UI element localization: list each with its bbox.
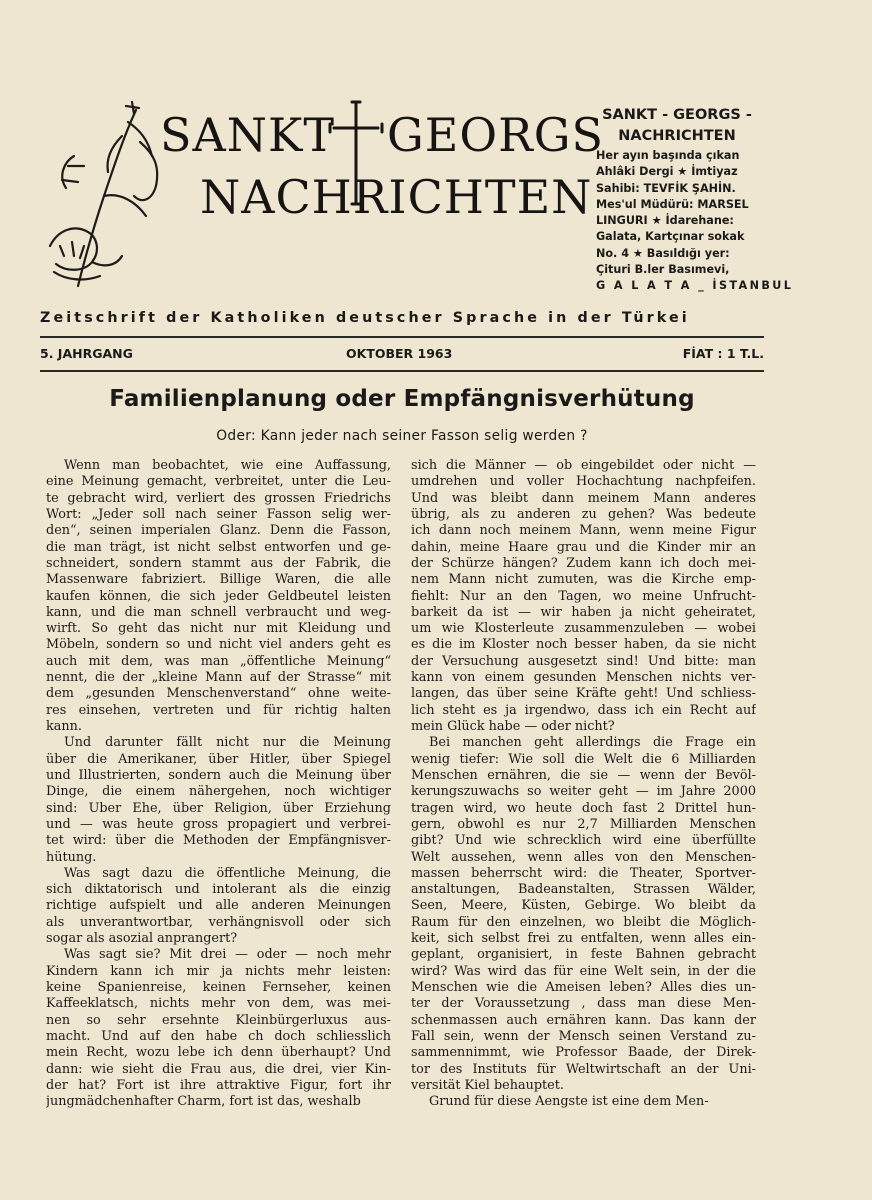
article-text-line: wirft. So geht das nicht nur mit Kleidung und: [46, 621, 391, 637]
article-text-line: um wie Klosterleute zusammenzuleben — wobei: [411, 621, 756, 637]
article-column-left: [46, 458, 391, 1111]
article-text-line: ter der Voraussetzung , dass man diese Men-: [411, 996, 756, 1012]
imprint-line: Her ayın başında çıkan: [596, 149, 740, 162]
article-text-line: wenig tiefer: Wie soll die Welt die 6 Milliarden: [411, 751, 756, 767]
article-text-line: kann, und die man schnell verbraucht und weg-: [46, 604, 391, 620]
article-text-line: Was sagt sie? Mit drei — oder — noch mehr: [64, 947, 391, 963]
article-text-line: sich diktatorisch und intolerant als die einzig: [46, 882, 391, 898]
imprint-line: G A L A T A _ İSTANBUL: [596, 279, 794, 293]
article-text-line: sogar als asozial anprangert?: [46, 931, 238, 947]
article-text-line: schneidert, sondern stammt aus der Fabrik, die: [46, 555, 391, 571]
article-text-line: der hat? Fort ist ihre attraktive Figur, fort ihr: [46, 1077, 391, 1093]
imprint-line: Ahlâki Dergi ★ İmtiyaz: [596, 165, 738, 179]
article-headline: Familienplanung oder Empfängnisverhütung: [109, 386, 695, 412]
article-text-line: Bei manchen geht allerdings die Frage ein: [429, 735, 756, 751]
article-text-line: wird? Was wird das für eine Welt sein, in der die: [411, 963, 756, 979]
article-text-line: Kindern kann ich mir ja nichts mehr leisten:: [46, 963, 391, 979]
article-text-line: auch mit dem, was man „öffentliche Meinung“: [46, 653, 391, 669]
article-text-line: jungmädchenhafter Charm, fort ist das, weshalb: [46, 1094, 361, 1110]
article-text-line: mein Glück habe — oder nicht?: [411, 719, 615, 734]
imprint-title-line2: NACHRICHTEN: [618, 128, 736, 144]
article-text-line: langen, das über seine Kräfte geht! Und schliess-: [411, 686, 756, 702]
article-text-line: Dinge, die einem nähergehen, noch wichtiger: [46, 784, 391, 800]
article-text-line: eine Meinung gemacht, verbreitet, unter die Leu-: [46, 474, 391, 490]
article-text-line: gibt? Und wie schrecklich wird eine überfüllte: [411, 833, 756, 849]
article-text-line: sich die Männer — ob eingebildet oder nicht —: [411, 458, 756, 473]
article-text-line: hütung.: [46, 849, 97, 865]
masthead-title-georgs: GEORGS: [387, 108, 604, 162]
article-text-line: Was sagt dazu die öffentliche Meinung, die: [64, 865, 391, 881]
saint-george-dragon-illustration: [44, 96, 174, 296]
divider-rule: [40, 336, 764, 338]
article-text-line: die man trägt, ist nicht selbst entworfen und ge-: [46, 539, 391, 555]
article-text-line: es die im Kloster noch besser haben, da sie nicht: [411, 637, 756, 653]
article-text-line: Massenware fabriziert. Billige Waren, die alle: [46, 572, 391, 588]
article-text-line: geplant, organisiert, in feste Bahnen gebracht: [411, 947, 756, 963]
imprint-title-line1: SANKT - GEORGS -: [602, 107, 752, 123]
article-text-line: Menschen ernähren, die sie — wenn der Bevöl-: [411, 767, 756, 783]
article-text-line: über die Amerikaner, über Hitler, über Spiegel: [46, 751, 391, 767]
imprint-box: [596, 106, 794, 295]
article-text-line: übrig, als zu anderen zu gehen? Was bedeute: [411, 506, 756, 522]
article-text-line: Seen, Meere, Küsten, Gebirge. Wo bleibt da: [411, 898, 756, 914]
article-text-line: lich steht es ja irgendwo, dass ich ein Recht auf: [411, 702, 756, 718]
article-text-line: res einsehen, vertreten und für richtig halten: [46, 702, 391, 718]
article-text-line: Wenn man beobachtet, wie eine Auffassung,: [64, 458, 391, 473]
divider-rule: [40, 370, 764, 372]
article-text-line: richtige aufspielt und alle anderen Meinungen: [46, 898, 391, 914]
article-text-line: keit, sich selbst frei zu entfalten, wenn alles ein-: [411, 931, 756, 947]
imprint-line: Mes'ul Müdürü: MARSEL: [596, 197, 749, 211]
article-text-line: ich dann noch meinem Mann, wenn meine Figur: [411, 523, 756, 539]
issue-price: FİAT : 1 T.L.: [682, 346, 764, 361]
article-text-line: tet wird: über die Methoden der Empfängnisver-: [46, 833, 391, 849]
article-text-line: den“, seinen imperialen Glanz. Denn die Fasson,: [46, 523, 391, 539]
article-text-line: Und was bleibt dann meinem Mann anderes: [411, 490, 756, 506]
article-text-line: dem „gesunden Menschenverstand“ ohne weite-: [46, 686, 391, 702]
article-text-line: nen so sehr ersehnte Kleinbürgerluxus aus-: [46, 1012, 391, 1028]
article-text-line: gern, obwohl es nur 2,7 Milliarden Menschen: [411, 816, 756, 832]
article-text-line: als unverantwortbar, verhängnisvoll oder sich: [46, 914, 391, 930]
issue-volume: 5. JAHRGANG: [40, 346, 133, 361]
article-text-line: der Schürze hängen? Zudem kann ich doch mei-: [411, 555, 756, 571]
article-text-line: keine Spanienreise, keinen Fernseher, keinen: [46, 980, 391, 995]
article-text-line: mein Recht, wozu lebe ich denn überhaupt? Und: [46, 1045, 391, 1061]
article-text-line: Und darunter fällt nicht nur die Meinung: [64, 735, 391, 751]
article-text-line: umdrehen und voller Hochachtung nachpfeifen.: [411, 474, 756, 490]
article-text-line: tor des Instituts für Weltwirtschaft an der Uni-: [411, 1061, 756, 1077]
imprint-line: Sahibi: TEVFİK ŞAHİN.: [596, 181, 736, 195]
article-text-line: anstaltungen, Badeanstalten, Strassen Wälder,: [411, 882, 756, 898]
issue-info-row: [40, 346, 764, 366]
article-text-line: nennt, die der „kleine Mann auf der Strasse“ mit: [46, 670, 391, 686]
article-text-line: Kaffeeklatsch, nichts mehr von dem, was mei-: [46, 996, 391, 1012]
article-text-line: fiehlt: Nur an den Tagen, wo meine Unfrucht-: [411, 588, 756, 604]
article-text-line: kerungszuwachs so weiter geht — im Jahre 2000: [411, 784, 756, 800]
article-text-line: kann.: [46, 719, 82, 734]
article-text-line: Menschen wie die Ameisen leben? Alles dies un-: [411, 980, 756, 995]
article-text-line: und — was heute gross propagiert und verbrei-: [46, 816, 391, 832]
article-text-line: sind: Über Ehe, über Religion, über Erziehung: [46, 800, 391, 816]
article-text-line: Möbeln, sondern so und nicht viel anders geht es: [46, 637, 391, 653]
article-text-line: dann: wie sieht die Frau aus, die drei, vier Kin-: [46, 1061, 391, 1077]
article-text-line: Grund für diese Aengste ist eine dem Men-: [429, 1094, 709, 1110]
article-text-line: massen beherrscht wird: die Theater, Sportver-: [411, 865, 756, 881]
imprint-line: Çituri B.ler Basımevi,: [596, 263, 730, 277]
imprint-line: Galata, Kartçınar sokak: [596, 230, 745, 244]
article-text-line: sammennimmt, wie Professor Baade, der Direk-: [411, 1045, 756, 1061]
issue-date: OKTOBER 1963: [346, 346, 453, 361]
article-text-line: Fall sein, wenn der Mensch seinen Verstand zu-: [411, 1028, 756, 1044]
article-text-line: Welt aussehen, wenn alles von den Menschen-: [411, 849, 756, 865]
publication-subtitle: Zeitschrift der Katholiken deutscher Sprache in der Türkei: [40, 310, 690, 326]
article-text-line: kann von einem gesunden Menschen nichts ver-: [411, 670, 756, 686]
masthead-title-line2: NACHRICHTEN: [200, 170, 593, 224]
article-text-line: te gebracht wird, verliert des grossen Friedrichs: [46, 490, 391, 506]
masthead-title-sankt: SANKT: [160, 108, 336, 162]
article-text-line: barkeit da ist — wir haben ja nicht geheiratet,: [411, 604, 756, 620]
article-text-line: und Illustrierten, sondern auch die Meinung über: [46, 767, 391, 783]
article-column-right: [411, 458, 756, 1111]
article-text-line: kaufen können, die sich jeder Geldbeutel leisten: [46, 588, 391, 604]
article-text-line: Raum für den einzelnen, wo bleibt die Möglich-: [411, 914, 756, 930]
article-text-line: macht. Und auf den habe ch doch schliesslich: [46, 1028, 391, 1044]
article-text-line: versität Kiel behauptet.: [411, 1077, 564, 1093]
article-text-line: dahin, meine Haare grau und die Kinder mir an: [411, 539, 756, 555]
article-text-line: Wort: „Jeder soll nach seiner Fasson selig wer-: [46, 506, 391, 522]
imprint-line: LINGURI ★ İdarehane:: [596, 214, 734, 228]
article-text-line: tragen wird, wo heute doch fast 2 Drittel hun-: [411, 800, 756, 816]
article-text-line: schenmassen auch ernähren kann. Das kann der: [411, 1012, 756, 1028]
article-text-line: der Versuchung ausgesetzt sind! Und bitte: man: [411, 653, 756, 669]
imprint-line: No. 4 ★ Basıldığı yer:: [596, 246, 730, 260]
article-kicker: Oder: Kann jeder nach seiner Fasson selig werden ?: [216, 428, 588, 444]
article-text-line: nem Mann nicht zumuten, was die Kirche emp-: [411, 572, 756, 588]
